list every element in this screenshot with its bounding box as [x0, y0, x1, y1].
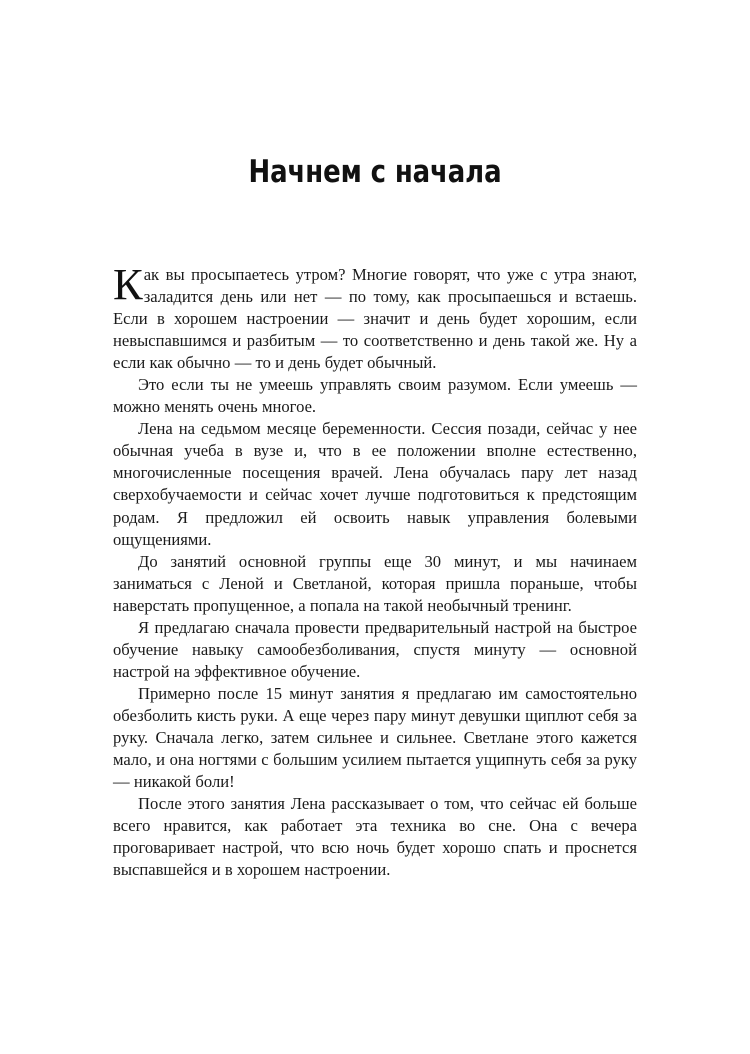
chapter-title: Начнем с начала — [248, 154, 502, 190]
paragraph-7 — [113, 793, 637, 881]
paragraph-6-text: Примерно после 15 минут занятия я предлагаю им самостоятельно обезболить кисть руки. А еще через пару минут девушки щиплют себя за руку. Сначала легко, затем сильнее и сильнее. Светлане этого кажется мало, и она ногтями с большим усилием пытается ущипнуть себя за руку — никакой боли! — [113, 683, 637, 792]
paragraph-2 — [113, 374, 637, 418]
drop-cap-letter: К — [113, 259, 143, 309]
paragraph-5 — [113, 617, 637, 683]
paragraph-4 — [113, 551, 637, 617]
paragraph-2-text: Это если ты не умеешь управлять своим разумом. Если умеешь — можно менять очень многое. — [113, 375, 637, 417]
paragraph-6 — [113, 683, 637, 793]
body-text-block — [113, 259, 637, 881]
paragraph-3 — [113, 418, 637, 550]
paragraph-5-text: Я предлагаю сначала провести предварительный настрой на быстрое обучение навыку самообезболивания, спустя минуту — основной настрой на эффективное обучение. — [113, 617, 637, 681]
paragraph-7-text: После этого занятия Лена рассказывает о том, что сейчас ей больше всего нравится, как работает эта техника во сне. Она с вечера проговаривает настрой, что всю ночь будет хорошо спать и проснется выспавшейся и в хорошем настроении. — [113, 794, 637, 880]
paragraph-4-text: До занятий основной группы еще 30 минут, и мы начинаем заниматься с Леной и Светланой, которая пришла пораньше, чтобы наверстать пропущенное, а попала на такой необычный тренинг. — [113, 551, 637, 615]
paragraph-1 — [113, 259, 637, 374]
paragraph-1-text: ак вы просыпаетесь утром? Многие говорят, что уже с утра знают, заладится день или нет — по тому, как просыпаешься и встаешь. Если в хорошем настроении — значит и день будет хорошим, если невыспавшимся и разбитым — то соответственно и день такой же. Ну а если как обычно — то и день будет обычный. — [113, 265, 637, 373]
paragraph-3-text: Лена на седьмом месяце беременности. Сессия позади, сейчас у нее обычная учеба в вузе и, что в ее положении вполне естественно, многочисленные посещения врачей. Лена обучалась пару лет назад сверхобучаемости и сейчас хочет лучше подготовиться к предстоящим родам. Я предложил ей освоить навык управления болевыми ощущениями. — [113, 419, 637, 549]
